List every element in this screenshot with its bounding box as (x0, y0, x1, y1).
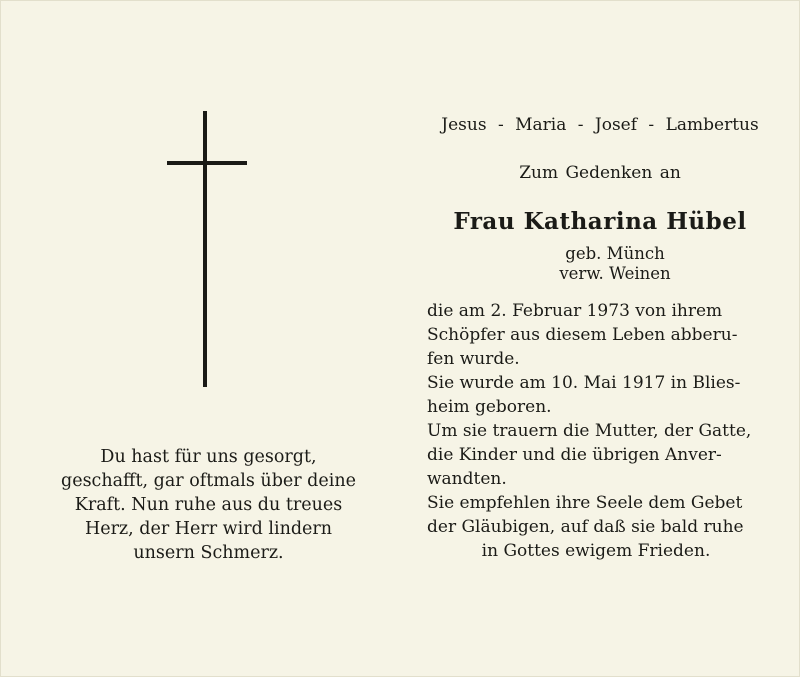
text-line: heim geboren. (427, 397, 552, 417)
deceased-name: Frau Katharina Hübel (453, 208, 747, 235)
text-line: der Gläubigen, auf daß sie bald ruhe (427, 517, 744, 537)
remembrance-heading: Zum Gedenken an (519, 163, 681, 183)
obituary-text (427, 299, 765, 563)
text-line: die am 2. Februar 1973 von ihrem (427, 301, 723, 321)
verse-line: unsern Schmerz. (133, 543, 284, 563)
maiden-name: geb. Münch (565, 244, 665, 263)
verse-line: Du hast für uns gesorgt, (100, 447, 317, 467)
text-line: Sie wurde am 10. Mai 1917 in Blies- (427, 373, 741, 393)
verse-line: geschafft, gar oftmals über deine (61, 471, 356, 491)
mourners-paragraph (427, 419, 765, 491)
text-line: fen wurde. (427, 349, 520, 369)
verse-line: Kraft. Nun ruhe aus du treues (74, 495, 343, 515)
widowed-name: verw. Weinen (559, 264, 671, 283)
text-line: die Kinder und die übrigen Anver- (427, 445, 722, 465)
text-line: Schöpfer aus diesem Leben abberu- (427, 325, 738, 345)
verse-line: Herz, der Herr wird lindern (84, 519, 333, 539)
text-line: Um sie trauern die Mutter, der Gatte, (427, 421, 752, 441)
saints-heading: Jesus - Maria - Josef - Lambertus (441, 115, 759, 135)
text-line: wandten. (427, 469, 507, 489)
prayer-paragraph (427, 491, 765, 563)
cross-horizontal-beam (167, 161, 247, 165)
memorial-verse (26, 445, 391, 565)
text-line: Sie empfehlen ihre Seele dem Gebet (427, 493, 743, 513)
cross-vertical-beam (203, 111, 207, 387)
text-line: in Gottes ewigem Frieden. (481, 541, 711, 561)
death-paragraph (427, 299, 765, 371)
birth-paragraph (427, 371, 765, 419)
